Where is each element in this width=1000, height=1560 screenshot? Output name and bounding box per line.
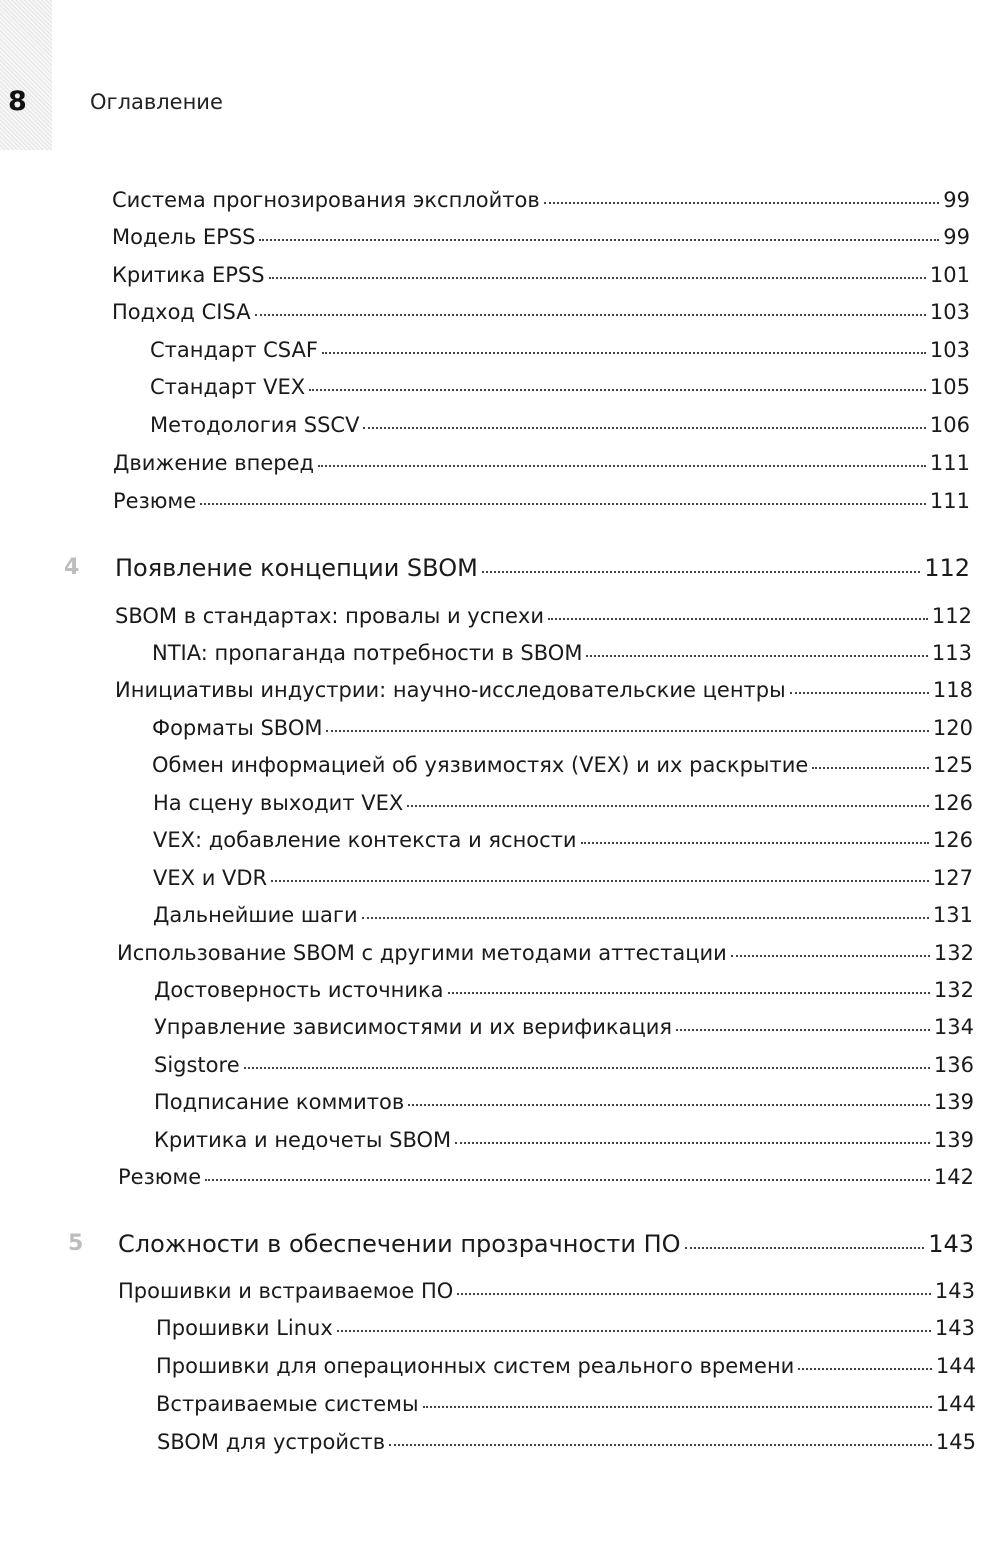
dot-leader [455,1140,930,1144]
dot-leader [586,653,927,657]
dot-leader [548,616,928,620]
toc-entry-page: 99 [943,225,970,249]
dot-leader [731,953,930,957]
toc-entry-title: Подписание коммитов [154,1090,405,1114]
toc-entry[interactable] [153,900,973,930]
scan-corner-shading [0,0,52,150]
toc-entry-title: Инициативы индустрии: научно-исследовательские центры [115,678,786,702]
toc-entry-title: Встраиваемые системы [156,1392,419,1416]
dot-leader [812,765,929,769]
toc-entry[interactable] [112,260,970,290]
dot-leader [685,1245,925,1249]
dot-leader [362,915,929,919]
toc-entry-page: 143 [934,1279,975,1303]
toc-entry-title: VEX и VDR [153,866,268,890]
toc-entry-page: 131 [932,903,973,927]
toc-entry-page: 142 [933,1165,974,1189]
toc-entry-page: 105 [929,375,970,399]
toc-entry-page: 118 [932,678,973,702]
toc-entry[interactable] [117,938,974,968]
toc-chapter-entry[interactable] [115,553,970,583]
toc-entry-title: Появление концепции SBOM [115,554,478,582]
dot-leader [457,1291,931,1295]
dot-leader [407,803,929,807]
toc-entry[interactable] [113,448,970,478]
dot-leader [482,569,920,573]
dot-leader [269,275,926,279]
dot-leader [322,350,926,354]
dot-leader [423,1404,932,1408]
toc-entry-title: Дальнейшие шаги [153,903,358,927]
toc-entry-title: VEX: добавление контекста и ясности [153,828,577,852]
toc-entry[interactable] [152,638,972,668]
toc-entry-title: Сложности в обеспечении прозрачности ПО [118,1230,681,1258]
toc-entry-page: 134 [933,1015,974,1039]
toc-entry-page: 101 [929,263,970,287]
dot-leader [200,501,926,505]
toc-entry-title: Движение вперед [113,451,315,475]
toc-entry[interactable] [153,863,973,893]
toc-entry[interactable] [154,1125,974,1155]
toc-entry[interactable] [118,1276,975,1306]
dot-leader [798,1366,932,1370]
toc-entry-title: Резюме [118,1165,202,1189]
toc-entry-title: NTIA: пропаганда потребности в SBOM [152,641,583,665]
toc-entry-title: Подход CISA [112,300,251,324]
dot-leader [448,990,930,994]
toc-entry[interactable] [112,185,970,215]
toc-entry-page: 120 [932,716,973,740]
toc-entry-page: 111 [929,489,970,513]
toc-entry-title: Обмен информацией об уязвимостях (VEX) и их раскрытие [152,753,809,777]
toc-entry-title: Критика и недочеты SBOM [154,1128,452,1152]
toc-entry-title: Стандарт CSAF [150,338,318,362]
dot-leader [205,1177,930,1181]
toc-entry-page: 111 [929,451,970,475]
toc-entry-page: 139 [933,1128,974,1152]
toc-entry-title: Критика EPSS [112,263,265,287]
toc-entry[interactable] [115,675,973,705]
toc-entry-title: Система прогнозирования эксплойтов [112,188,540,212]
toc-entry-page: 136 [933,1053,974,1077]
toc-entry-title: На сцену выходит VEX [153,791,404,815]
running-title: Оглавление [90,90,223,114]
toc-entry-page: 103 [929,300,970,324]
toc-entry[interactable] [115,601,972,631]
toc-entry-page: 113 [931,641,972,665]
toc-entry-page: 144 [935,1354,976,1378]
toc-entry[interactable] [152,750,973,780]
toc-entry-page: 143 [928,1230,974,1258]
dot-leader [337,1328,931,1332]
toc-entry-title: SBOM в стандартах: провалы и успехи [115,604,544,628]
toc-entry-page: 126 [932,828,973,852]
toc-entry-page: 143 [934,1316,975,1340]
toc-entry-title: Резюме [113,489,197,513]
toc-entry[interactable] [150,410,970,440]
toc-entry[interactable] [112,297,970,327]
toc-entry-page: 139 [933,1090,974,1114]
toc-entry[interactable] [112,222,970,252]
toc-entry-title: Модель EPSS [112,225,256,249]
toc-entry[interactable] [156,1351,976,1381]
toc-entry-page: 112 [931,604,972,628]
dot-leader [259,237,939,241]
toc-entry-title: Методология SSCV [150,413,360,437]
dot-leader [309,387,926,391]
toc-entry-page: 112 [924,554,970,582]
dot-leader [544,200,940,204]
toc-entry[interactable] [153,788,973,818]
toc-entry-page: 125 [932,753,973,777]
dot-leader [389,1442,932,1446]
toc-entry-title: Sigstore [154,1053,240,1077]
dot-leader [318,463,926,467]
dot-leader [271,878,929,882]
toc-entry[interactable] [154,975,974,1005]
toc-entry-page: 103 [929,338,970,362]
dot-leader [255,312,926,316]
dot-leader [581,840,929,844]
toc-entry-title: Достоверность источника [154,978,444,1002]
dot-leader [790,690,929,694]
chapter-number: 5 [68,1231,84,1256]
toc-entry-page: 145 [935,1430,976,1454]
toc-entry-page: 106 [929,413,970,437]
toc-entry-page: 127 [932,866,973,890]
toc-entry[interactable] [118,1162,974,1192]
toc-entry[interactable] [154,1050,974,1080]
toc-entry-page: 99 [943,188,970,212]
page-number: 8 [8,86,27,117]
toc-entry[interactable] [153,825,973,855]
dot-leader [244,1065,930,1069]
toc-entry-title: SBOM для устройств [157,1430,386,1454]
dot-leader [326,728,928,732]
toc-entry-title: Прошивки Linux [156,1316,333,1340]
toc-entry-page: 126 [932,791,973,815]
toc-entry-page: 132 [933,978,974,1002]
dot-leader [676,1027,930,1031]
toc-entry[interactable] [154,1087,974,1117]
toc-chapter-entry[interactable] [118,1229,974,1259]
toc-entry[interactable] [156,1389,976,1419]
toc-entry[interactable] [152,713,973,743]
toc-entry[interactable] [157,1427,976,1457]
toc-entry[interactable] [150,335,970,365]
chapter-number: 4 [64,555,80,580]
dot-leader [363,425,925,429]
toc-entry-title: Управление зависимостями и их верификация [154,1015,673,1039]
toc-entry[interactable] [113,486,970,516]
toc-entry-page: 144 [935,1392,976,1416]
dot-leader [408,1102,930,1106]
toc-entry[interactable] [150,372,970,402]
toc-entry[interactable] [156,1313,975,1343]
toc-entry-title: Прошивки для операционных систем реального времени [156,1354,795,1378]
toc-entry-title: Прошивки и встраиваемое ПО [118,1279,454,1303]
toc-entry-title: Стандарт VEX [150,375,306,399]
toc-entry[interactable] [154,1012,974,1042]
toc-entry-title: Форматы SBOM [152,716,323,740]
toc-entry-title: Использование SBOM с другими методами аттестации [117,941,727,965]
toc-entry-page: 132 [933,941,974,965]
